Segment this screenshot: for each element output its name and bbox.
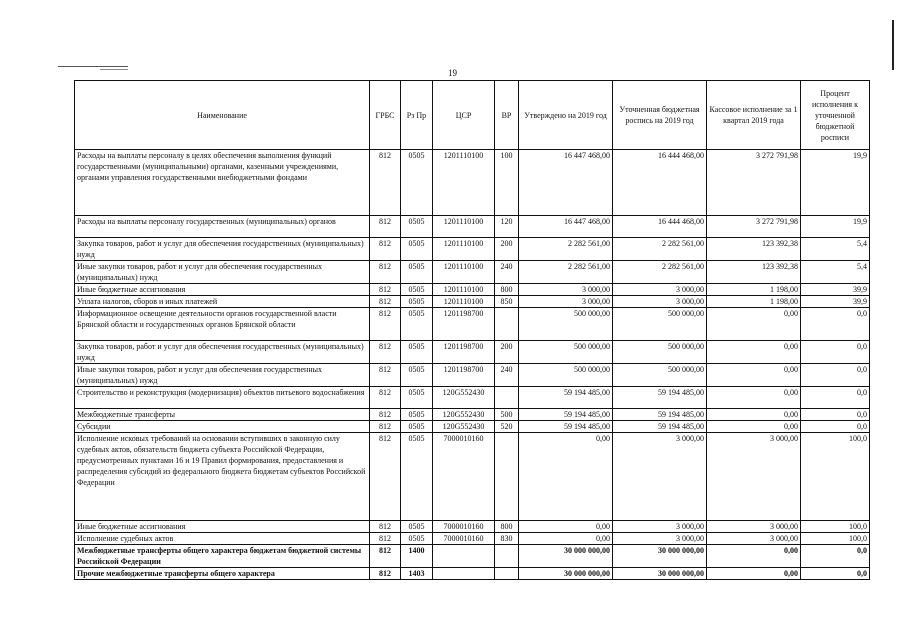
- table-row: [75, 364, 870, 387]
- cell-cash: 1 198,00: [707, 284, 801, 296]
- cell-approved: 0,00: [519, 521, 613, 533]
- cell-rzpr: 0505: [401, 364, 433, 387]
- cell-csr: [433, 568, 495, 580]
- cell-refined: 3 000,00: [613, 284, 707, 296]
- cell-cash: 3 000,00: [707, 433, 801, 521]
- header-rule: [58, 66, 128, 67]
- cell-approved: 16 447 468,00: [519, 216, 613, 238]
- cell-cash: 1 198,00: [707, 296, 801, 308]
- cell-vr: 120: [495, 216, 519, 238]
- cell-cash: 123 392,38: [707, 238, 801, 261]
- cell-vr: 240: [495, 364, 519, 387]
- cell-refined: 500 000,00: [613, 308, 707, 341]
- cell-approved: 59 194 485,00: [519, 421, 613, 433]
- cell-approved: 500 000,00: [519, 364, 613, 387]
- table-row: [75, 261, 870, 284]
- cell-vr: [495, 545, 519, 568]
- cell-percent: 0,0: [801, 308, 870, 341]
- cell-grbs: 812: [370, 409, 401, 421]
- cell-approved: 2 282 561,00: [519, 261, 613, 284]
- cell-vr: 100: [495, 150, 519, 216]
- cell-approved: 30 000 000,00: [519, 545, 613, 568]
- cell-name: Прочие межбюджетные трансферты общего характера: [75, 568, 370, 580]
- table-row: [75, 521, 870, 533]
- cell-approved: 16 447 468,00: [519, 150, 613, 216]
- table-header-row: [75, 81, 870, 150]
- table-row: [75, 568, 870, 580]
- cell-approved: 30 000 000,00: [519, 568, 613, 580]
- cell-cash: 0,00: [707, 308, 801, 341]
- header-cash: Кассовое исполнение за 1 квартал 2019 года: [707, 81, 801, 150]
- cell-percent: 39,9: [801, 284, 870, 296]
- cell-csr: 1201198700: [433, 308, 495, 341]
- cell-cash: 0,00: [707, 341, 801, 364]
- cell-rzpr: 0505: [401, 308, 433, 341]
- cell-name: Исполнение судебных актов: [75, 533, 370, 545]
- cell-name: Закупка товаров, работ и услуг для обеспечения государственных (муниципальных) нужд: [75, 238, 370, 261]
- cell-rzpr: 0505: [401, 421, 433, 433]
- cell-cash: 3 000,00: [707, 521, 801, 533]
- header-rzpr: Рз Пр: [401, 81, 433, 150]
- cell-approved: 59 194 485,00: [519, 409, 613, 421]
- cell-csr: 7000010160: [433, 533, 495, 545]
- cell-rzpr: 0505: [401, 533, 433, 545]
- cell-csr: 1201110100: [433, 216, 495, 238]
- page-edge-mark: [892, 20, 894, 70]
- table-row: [75, 421, 870, 433]
- header-approved: Утверждено на 2019 год: [519, 81, 613, 150]
- cell-percent: 0,0: [801, 364, 870, 387]
- header-csr: ЦСР: [433, 81, 495, 150]
- cell-grbs: 812: [370, 216, 401, 238]
- cell-rzpr: 0505: [401, 433, 433, 521]
- cell-cash: 0,00: [707, 387, 801, 409]
- cell-name: Расходы на выплаты персоналу в целях обеспечения выполнения функций государственными (муниципальными) органами, казенными учреждениями, органами управления государственными внебюджетными фондами: [75, 150, 370, 216]
- cell-approved: 3 000,00: [519, 296, 613, 308]
- cell-grbs: 812: [370, 387, 401, 409]
- cell-rzpr: 0505: [401, 521, 433, 533]
- cell-name: Иные бюджетные ассигнования: [75, 284, 370, 296]
- cell-percent: 100,0: [801, 521, 870, 533]
- cell-grbs: 812: [370, 568, 401, 580]
- cell-rzpr: 0505: [401, 238, 433, 261]
- cell-grbs: 812: [370, 421, 401, 433]
- cell-grbs: 812: [370, 296, 401, 308]
- cell-rzpr: 0505: [401, 216, 433, 238]
- cell-cash: 3 000,00: [707, 533, 801, 545]
- cell-refined: 500 000,00: [613, 341, 707, 364]
- header-grbs: ГРБС: [370, 81, 401, 150]
- header-name: Наименование: [75, 81, 370, 150]
- cell-csr: 1201110100: [433, 238, 495, 261]
- cell-approved: 500 000,00: [519, 341, 613, 364]
- cell-rzpr: 1403: [401, 568, 433, 580]
- cell-csr: 1201198700: [433, 341, 495, 364]
- cell-refined: 59 194 485,00: [613, 387, 707, 409]
- table-row: [75, 284, 870, 296]
- cell-percent: 19,9: [801, 150, 870, 216]
- cell-approved: 59 194 485,00: [519, 387, 613, 409]
- header-vr: ВР: [495, 81, 519, 150]
- cell-grbs: 812: [370, 341, 401, 364]
- cell-refined: 59 194 485,00: [613, 409, 707, 421]
- cell-percent: 5,4: [801, 261, 870, 284]
- cell-vr: 800: [495, 521, 519, 533]
- cell-rzpr: 1400: [401, 545, 433, 568]
- cell-percent: 0,0: [801, 409, 870, 421]
- cell-vr: 830: [495, 533, 519, 545]
- cell-grbs: 812: [370, 238, 401, 261]
- cell-rzpr: 0505: [401, 150, 433, 216]
- cell-rzpr: 0505: [401, 261, 433, 284]
- cell-percent: 100,0: [801, 433, 870, 521]
- cell-vr: 200: [495, 238, 519, 261]
- cell-approved: 0,00: [519, 533, 613, 545]
- cell-vr: [495, 433, 519, 521]
- cell-rzpr: 0505: [401, 296, 433, 308]
- cell-csr: 120G552430: [433, 409, 495, 421]
- cell-name: Субсидии: [75, 421, 370, 433]
- cell-name: Расходы на выплаты персоналу государственных (муниципальных) органов: [75, 216, 370, 238]
- cell-vr: 200: [495, 341, 519, 364]
- cell-vr: [495, 568, 519, 580]
- cell-name: Закупка товаров, работ и услуг для обеспечения государственных (муниципальных) нужд: [75, 341, 370, 364]
- cell-percent: 100,0: [801, 533, 870, 545]
- table-row: [75, 545, 870, 568]
- cell-csr: 1201198700: [433, 364, 495, 387]
- cell-vr: 850: [495, 296, 519, 308]
- cell-csr: [433, 545, 495, 568]
- cell-vr: 240: [495, 261, 519, 284]
- cell-csr: 120G552430: [433, 421, 495, 433]
- table-body: [75, 150, 870, 580]
- cell-name: Строительство и реконструкция (модернизация) объектов питьевого водоснабжения: [75, 387, 370, 409]
- page-number: 19: [448, 68, 457, 78]
- table-row: [75, 296, 870, 308]
- cell-grbs: 812: [370, 533, 401, 545]
- cell-name: Иные бюджетные ассигнования: [75, 521, 370, 533]
- cell-cash: 0,00: [707, 421, 801, 433]
- cell-percent: 0,0: [801, 568, 870, 580]
- cell-name: Межбюджетные трансферты: [75, 409, 370, 421]
- table-row: [75, 387, 870, 409]
- cell-cash: 123 392,38: [707, 261, 801, 284]
- cell-csr: 120G552430: [433, 387, 495, 409]
- cell-refined: 30 000 000,00: [613, 545, 707, 568]
- cell-refined: 3 000,00: [613, 521, 707, 533]
- cell-refined: 3 000,00: [613, 433, 707, 521]
- cell-csr: 7000010160: [433, 433, 495, 521]
- cell-rzpr: 0505: [401, 387, 433, 409]
- cell-cash: 0,00: [707, 568, 801, 580]
- cell-name: Уплата налогов, сборов и иных платежей: [75, 296, 370, 308]
- cell-percent: 0,0: [801, 341, 870, 364]
- table-row: [75, 533, 870, 545]
- cell-approved: 2 282 561,00: [519, 238, 613, 261]
- cell-name: Информационное освещение деятельности органов государственной власти Брянской области и государственных органов Брянской области: [75, 308, 370, 341]
- header-percent: Процент исполнения к уточненной бюджетной росписи: [801, 81, 870, 150]
- cell-name: Иные закупки товаров, работ и услуг для обеспечения государственных (муниципальных) нужд: [75, 261, 370, 284]
- cell-name: Межбюджетные трансферты общего характера бюджетам бюджетной системы Российской Федерации: [75, 545, 370, 568]
- cell-vr: 520: [495, 421, 519, 433]
- cell-csr: 1201110100: [433, 296, 495, 308]
- cell-percent: 19,9: [801, 216, 870, 238]
- cell-name: Иные закупки товаров, работ и услуг для обеспечения государственных (муниципальных) нужд: [75, 364, 370, 387]
- cell-percent: 0,0: [801, 421, 870, 433]
- table-row: [75, 308, 870, 341]
- cell-grbs: 812: [370, 433, 401, 521]
- cell-grbs: 812: [370, 308, 401, 341]
- cell-rzpr: 0505: [401, 341, 433, 364]
- cell-percent: 39,9: [801, 296, 870, 308]
- cell-refined: 3 000,00: [613, 296, 707, 308]
- cell-approved: 0,00: [519, 433, 613, 521]
- cell-refined: 30 000 000,00: [613, 568, 707, 580]
- cell-rzpr: 0505: [401, 284, 433, 296]
- cell-grbs: 812: [370, 284, 401, 296]
- table-row: [75, 238, 870, 261]
- cell-refined: 16 444 468,00: [613, 216, 707, 238]
- table-row: [75, 433, 870, 521]
- budget-table: [74, 80, 870, 580]
- cell-approved: 3 000,00: [519, 284, 613, 296]
- cell-vr: [495, 308, 519, 341]
- cell-refined: 59 194 485,00: [613, 421, 707, 433]
- cell-grbs: 812: [370, 261, 401, 284]
- cell-vr: [495, 387, 519, 409]
- cell-csr: 1201110100: [433, 150, 495, 216]
- cell-refined: 2 282 561,00: [613, 261, 707, 284]
- cell-csr: 7000010160: [433, 521, 495, 533]
- cell-approved: 500 000,00: [519, 308, 613, 341]
- cell-csr: 1201110100: [433, 284, 495, 296]
- cell-cash: 0,00: [707, 364, 801, 387]
- cell-refined: 2 282 561,00: [613, 238, 707, 261]
- cell-cash: 3 272 791,98: [707, 150, 801, 216]
- table-row: [75, 216, 870, 238]
- cell-rzpr: 0505: [401, 409, 433, 421]
- cell-refined: 3 000,00: [613, 533, 707, 545]
- header-refined: Уточненная бюджетная роспись на 2019 год: [613, 81, 707, 150]
- cell-csr: 1201110100: [433, 261, 495, 284]
- cell-refined: 500 000,00: [613, 364, 707, 387]
- cell-grbs: 812: [370, 521, 401, 533]
- table-row: [75, 150, 870, 216]
- cell-cash: 0,00: [707, 409, 801, 421]
- cell-grbs: 812: [370, 364, 401, 387]
- cell-cash: 0,00: [707, 545, 801, 568]
- cell-vr: 500: [495, 409, 519, 421]
- cell-percent: 0,0: [801, 545, 870, 568]
- cell-grbs: 812: [370, 545, 401, 568]
- cell-vr: 800: [495, 284, 519, 296]
- cell-cash: 3 272 791,98: [707, 216, 801, 238]
- cell-grbs: 812: [370, 150, 401, 216]
- cell-percent: 5,4: [801, 238, 870, 261]
- table-row: [75, 409, 870, 421]
- cell-name: Исполнение исковых требований на основании вступивших в законную силу судебных актов, обязательств бюджета субъекта Российской Федерации, предусмотренных пунктами 16 и 19 Правил формирования, предоставления и распределения субсидий из федерального бюджета бюджетам субъектов Российской Федерации: [75, 433, 370, 521]
- cell-percent: 0,0: [801, 387, 870, 409]
- cell-refined: 16 444 468,00: [613, 150, 707, 216]
- table-row: [75, 341, 870, 364]
